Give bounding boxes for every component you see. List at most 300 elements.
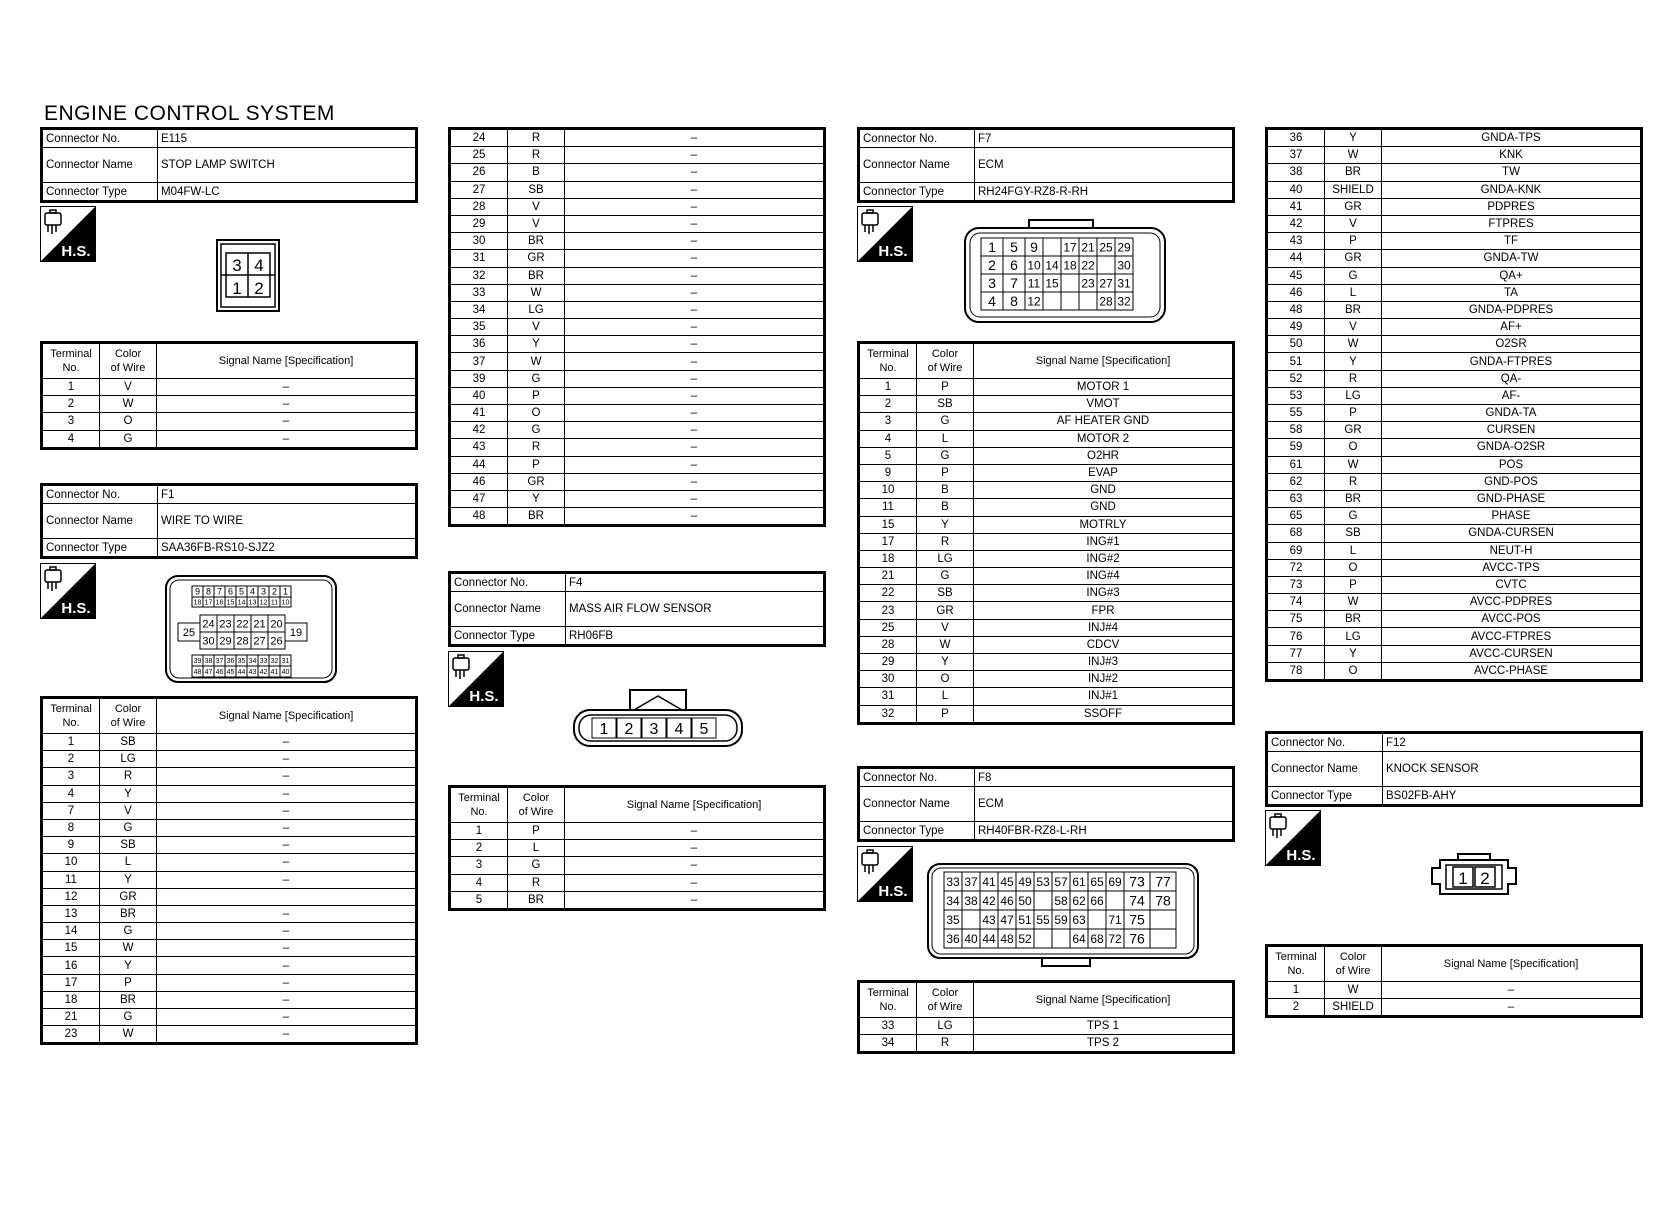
pin-label: 12 xyxy=(259,599,268,607)
terminal-no-cell: 2 xyxy=(43,396,100,413)
signal-name-cell: – xyxy=(1382,999,1641,1016)
signal-name-cell: TF xyxy=(1382,233,1641,250)
connector-info-f12 xyxy=(1265,731,1643,807)
pin-label: 62 xyxy=(1072,893,1086,908)
pin-label: 31 xyxy=(281,658,290,666)
signal-name-cell: – xyxy=(157,413,416,430)
label-connector-no: Connector No. xyxy=(860,769,975,787)
terminal-no-cell: 27 xyxy=(451,181,508,198)
wire-color-cell: P xyxy=(1325,576,1382,593)
pin-table-f12 xyxy=(1265,944,1643,1018)
terminal-no-cell: 48 xyxy=(1268,301,1325,318)
table-row xyxy=(451,840,824,857)
label-connector-no: Connector No. xyxy=(43,130,158,148)
pin-label: 2 xyxy=(988,257,996,274)
pin-label: 36 xyxy=(226,658,235,666)
pin-label: 53 xyxy=(1036,874,1050,889)
wire-color-cell: LG xyxy=(917,550,974,567)
signal-name-cell: GNDA-CURSEN xyxy=(1382,525,1641,542)
pin-label: 15 xyxy=(1045,276,1059,291)
signal-name-cell: – xyxy=(565,147,824,164)
signal-name-cell: AVCC-POS xyxy=(1382,611,1641,628)
wire-color-cell: GR xyxy=(917,602,974,619)
signal-name-cell: TPS 2 xyxy=(974,1035,1233,1052)
pin-label: 47 xyxy=(204,669,213,677)
wire-color-cell: G xyxy=(1325,267,1382,284)
signal-name-cell: – xyxy=(565,164,824,181)
wire-color-cell: W xyxy=(917,636,974,653)
table-row xyxy=(860,413,1233,430)
signal-name-cell: – xyxy=(565,823,824,840)
signal-name-cell: GNDA-PDPRES xyxy=(1382,301,1641,318)
wire-color-cell: P xyxy=(100,974,157,991)
signal-name-cell: NEUT-H xyxy=(1382,542,1641,559)
terminal-no-cell: 21 xyxy=(860,568,917,585)
hs-badge-icon xyxy=(40,206,96,262)
pin-label: 25 xyxy=(182,626,196,639)
table-header-row xyxy=(860,344,1233,379)
table-row xyxy=(451,164,824,181)
table-row xyxy=(860,430,1233,447)
pin-label: 27 xyxy=(253,635,266,648)
header-signal-name: Signal Name [Specification] xyxy=(974,983,1233,1018)
signal-name-cell: – xyxy=(565,473,824,490)
terminal-no-cell: 4 xyxy=(860,430,917,447)
label-connector-type: Connector Type xyxy=(43,183,158,201)
wire-color-cell: BR xyxy=(1325,164,1382,181)
signal-name-cell: – xyxy=(565,456,824,473)
pin-label: 55 xyxy=(1036,912,1050,927)
wire-color-cell: L xyxy=(508,840,565,857)
table-row xyxy=(43,923,416,940)
pin-label: 22 xyxy=(1081,258,1095,273)
connector-no-value: E115 xyxy=(158,130,416,148)
pin-label: 5 xyxy=(238,586,245,597)
pin-label: 1 xyxy=(988,239,996,256)
terminal-no-cell: 17 xyxy=(860,533,917,550)
pin-label: 12 xyxy=(1027,294,1041,309)
signal-name-cell: GNDA-O2SR xyxy=(1382,439,1641,456)
terminal-no-cell: 46 xyxy=(451,473,508,490)
connector-type-value: RH24FGY-RZ8-R-RH xyxy=(975,183,1233,201)
signal-name-cell: INJ#3 xyxy=(974,654,1233,671)
table-row xyxy=(860,1018,1233,1035)
wire-color-cell: W xyxy=(100,940,157,957)
signal-name-cell: – xyxy=(565,387,824,404)
terminal-no-cell: 43 xyxy=(1268,233,1325,250)
table-row xyxy=(1268,439,1641,456)
terminal-no-cell: 1 xyxy=(43,379,100,396)
header-color-of-wire: Color of Wire xyxy=(1325,947,1382,982)
label-connector-name: Connector Name xyxy=(860,787,975,822)
wire-color-cell: G xyxy=(100,430,157,447)
pin-label: 50 xyxy=(1018,893,1032,908)
wire-color-cell: W xyxy=(100,1026,157,1043)
pin-label: 29 xyxy=(1117,240,1131,255)
terminal-no-cell: 2 xyxy=(451,840,508,857)
table-row xyxy=(451,490,824,507)
wire-color-cell: G xyxy=(1325,508,1382,525)
terminal-no-cell: 42 xyxy=(1268,215,1325,232)
connector-no-value: F4 xyxy=(566,574,824,592)
wire-color-cell: R xyxy=(917,533,974,550)
wire-color-cell: GR xyxy=(508,473,565,490)
wire-color-cell: P xyxy=(917,379,974,396)
table-row xyxy=(1268,611,1641,628)
table-row xyxy=(43,991,416,1008)
terminal-no-cell: 47 xyxy=(451,490,508,507)
wire-color-cell: W xyxy=(1325,982,1382,999)
pin-label: 6 xyxy=(227,586,234,597)
pin-label: 27 xyxy=(1099,276,1113,291)
connector-info-e115 xyxy=(40,127,418,203)
wire-color-cell: BR xyxy=(100,905,157,922)
table-row xyxy=(860,1035,1233,1052)
signal-name-cell: VMOT xyxy=(974,396,1233,413)
wire-color-cell: R xyxy=(508,874,565,891)
signal-name-cell: – xyxy=(157,940,416,957)
label-connector-no: Connector No. xyxy=(43,486,158,504)
pin-label: 43 xyxy=(982,912,996,927)
terminal-no-cell: 31 xyxy=(451,250,508,267)
signal-name-cell: AF HEATER GND xyxy=(974,413,1233,430)
signal-name-cell: CDCV xyxy=(974,636,1233,653)
table-row xyxy=(43,379,416,396)
signal-name-cell: – xyxy=(565,181,824,198)
terminal-no-cell: 62 xyxy=(1268,473,1325,490)
signal-name-cell: CVTC xyxy=(1382,576,1641,593)
table-row xyxy=(1268,594,1641,611)
terminal-no-cell: 23 xyxy=(860,602,917,619)
signal-name-cell: AVCC-CURSEN xyxy=(1382,645,1641,662)
header-terminal-no: Terminal No. xyxy=(1268,947,1325,982)
pin-label: 32 xyxy=(1117,294,1131,309)
pin-label: 1 xyxy=(232,279,242,298)
terminal-no-cell: 26 xyxy=(451,164,508,181)
terminal-no-cell: 34 xyxy=(860,1035,917,1052)
pin-label: 1 xyxy=(282,586,289,597)
pin-label: 74 xyxy=(1129,892,1145,909)
wire-color-cell: G xyxy=(917,568,974,585)
connector-no-value: F8 xyxy=(975,769,1233,787)
table-row xyxy=(43,785,416,802)
label-connector-name: Connector Name xyxy=(860,148,975,183)
wire-color-cell: G xyxy=(917,413,974,430)
signal-name-cell: – xyxy=(565,353,824,370)
terminal-no-cell: 3 xyxy=(860,413,917,430)
pin-label: 38 xyxy=(964,893,978,908)
table-row xyxy=(43,751,416,768)
table-row xyxy=(860,447,1233,464)
terminal-no-cell: 11 xyxy=(43,871,100,888)
terminal-no-cell: 30 xyxy=(451,233,508,250)
signal-name-cell: – xyxy=(157,991,416,1008)
connector-info-f7 xyxy=(857,127,1235,203)
terminal-no-cell: 13 xyxy=(43,905,100,922)
signal-name-cell xyxy=(157,888,416,905)
pin-label: 14 xyxy=(1045,258,1059,273)
connector-info-f1 xyxy=(40,483,418,559)
connector-type-value: RH06FB xyxy=(566,627,824,645)
pin-label: 38 xyxy=(204,658,213,666)
table-row xyxy=(451,405,824,422)
pin-label: 47 xyxy=(1000,912,1014,927)
table-row xyxy=(1268,301,1641,318)
signal-name-cell: – xyxy=(565,336,824,353)
pin-label: 4 xyxy=(254,256,264,275)
terminal-no-cell: 40 xyxy=(1268,181,1325,198)
signal-name-cell: SSOFF xyxy=(974,705,1233,722)
pin-label: 73 xyxy=(1129,873,1145,890)
pin-table-f1-continued xyxy=(448,127,826,527)
signal-name-cell: ING#1 xyxy=(974,533,1233,550)
hs-badge-label: H.S. xyxy=(878,883,908,900)
table-row xyxy=(860,516,1233,533)
connector-info-f8 xyxy=(857,766,1235,842)
signal-name-cell: – xyxy=(565,508,824,525)
terminal-no-cell: 39 xyxy=(451,370,508,387)
signal-name-cell: GNDA-TA xyxy=(1382,405,1641,422)
signal-name-cell: – xyxy=(565,422,824,439)
pin-label: 3 xyxy=(988,275,996,292)
wire-color-cell: Y xyxy=(100,871,157,888)
signal-name-cell: AVCC-PDPRES xyxy=(1382,594,1641,611)
signal-name-cell: GNDA-FTPRES xyxy=(1382,353,1641,370)
pin-label: 2 xyxy=(1480,869,1490,888)
table-row xyxy=(451,370,824,387)
signal-name-cell: MOTOR 2 xyxy=(974,430,1233,447)
terminal-no-cell: 25 xyxy=(860,619,917,636)
table-row xyxy=(1268,387,1641,404)
wire-color-cell: L xyxy=(1325,284,1382,301)
wire-color-cell: SB xyxy=(917,585,974,602)
table-row xyxy=(451,353,824,370)
terminal-no-cell: 2 xyxy=(43,751,100,768)
table-row xyxy=(1268,422,1641,439)
wire-color-cell: V xyxy=(508,198,565,215)
pin-label: 4 xyxy=(674,720,684,738)
signal-name-cell: – xyxy=(565,233,824,250)
wire-color-cell: G xyxy=(508,422,565,439)
wire-color-cell: SB xyxy=(508,181,565,198)
wire-color-cell: GR xyxy=(100,888,157,905)
pin-label: 63 xyxy=(1072,912,1086,927)
signal-name-cell: – xyxy=(157,871,416,888)
terminal-no-cell: 18 xyxy=(43,991,100,1008)
signal-name-cell: CURSEN xyxy=(1382,422,1641,439)
terminal-no-cell: 35 xyxy=(451,319,508,336)
wire-color-cell: V xyxy=(508,319,565,336)
pin-label: 29 xyxy=(219,635,232,648)
table-row xyxy=(451,823,824,840)
wire-color-cell: LG xyxy=(508,301,565,318)
signal-name-cell: – xyxy=(565,857,824,874)
signal-name-cell: – xyxy=(565,319,824,336)
signal-name-cell: MOTRLY xyxy=(974,516,1233,533)
table-row xyxy=(1268,405,1641,422)
table-row xyxy=(1268,336,1641,353)
terminal-no-cell: 3 xyxy=(43,413,100,430)
pin-label: 66 xyxy=(1090,893,1104,908)
signal-name-cell: – xyxy=(157,905,416,922)
wire-color-cell: L xyxy=(100,854,157,871)
connector-name-value: ECM xyxy=(975,787,1233,822)
wire-color-cell: Y xyxy=(100,785,157,802)
table-row xyxy=(43,957,416,974)
pin-label: 21 xyxy=(253,618,266,631)
pin-label: 40 xyxy=(964,931,978,946)
terminal-no-cell: 37 xyxy=(1268,147,1325,164)
wire-color-cell: G xyxy=(508,370,565,387)
table-row xyxy=(43,396,416,413)
wire-color-cell: GR xyxy=(1325,422,1382,439)
pin-label: 69 xyxy=(1108,874,1122,889)
pin-label: 23 xyxy=(1081,276,1095,291)
table-row xyxy=(451,198,824,215)
wire-color-cell: Y xyxy=(917,516,974,533)
signal-name-cell: – xyxy=(157,751,416,768)
pin-label: 2 xyxy=(271,586,278,597)
table-header-row xyxy=(43,699,416,734)
signal-name-cell: – xyxy=(157,379,416,396)
header-terminal-no: Terminal No. xyxy=(860,344,917,379)
terminal-no-cell: 73 xyxy=(1268,576,1325,593)
terminal-no-cell: 4 xyxy=(43,785,100,802)
signal-name-cell: – xyxy=(565,405,824,422)
wire-color-cell: R xyxy=(508,130,565,147)
pin-label: 77 xyxy=(1155,873,1171,890)
wire-color-cell: Y xyxy=(100,957,157,974)
signal-name-cell: GND xyxy=(974,499,1233,516)
wire-color-cell: L xyxy=(917,688,974,705)
table-row xyxy=(451,508,824,525)
label-connector-type: Connector Type xyxy=(1268,787,1383,805)
wire-color-cell: G xyxy=(100,923,157,940)
table-row xyxy=(451,857,824,874)
terminal-no-cell: 68 xyxy=(1268,525,1325,542)
pin-label: 2 xyxy=(254,279,264,298)
table-row xyxy=(43,905,416,922)
terminal-no-cell: 72 xyxy=(1268,559,1325,576)
table-row xyxy=(451,473,824,490)
terminal-no-cell: 5 xyxy=(860,447,917,464)
table-row xyxy=(451,456,824,473)
wire-color-cell: P xyxy=(508,456,565,473)
wire-color-cell: W xyxy=(1325,594,1382,611)
label-connector-type: Connector Type xyxy=(860,822,975,840)
signal-name-cell: – xyxy=(565,284,824,301)
pin-label: 57 xyxy=(1054,874,1068,889)
wire-color-cell: SHIELD xyxy=(1325,999,1382,1016)
wire-color-cell: V xyxy=(1325,319,1382,336)
signal-name-cell: AF+ xyxy=(1382,319,1641,336)
wire-color-cell: BR xyxy=(1325,301,1382,318)
signal-name-cell: – xyxy=(565,840,824,857)
wire-color-cell: R xyxy=(508,147,565,164)
hs-badge-icon xyxy=(857,206,913,262)
label-connector-name: Connector Name xyxy=(43,504,158,539)
terminal-no-cell: 4 xyxy=(451,874,508,891)
pin-label: 34 xyxy=(248,658,257,666)
table-row xyxy=(860,396,1233,413)
table-row xyxy=(860,379,1233,396)
header-terminal-no: Terminal No. xyxy=(43,344,100,379)
pin-label: 2 xyxy=(624,720,634,738)
terminal-no-cell: 10 xyxy=(43,854,100,871)
table-row xyxy=(860,568,1233,585)
label-connector-no: Connector No. xyxy=(1268,734,1383,752)
terminal-no-cell: 1 xyxy=(860,379,917,396)
pin-label: 3 xyxy=(232,256,242,275)
pin-label: 28 xyxy=(1099,294,1113,309)
table-row xyxy=(451,439,824,456)
wire-color-cell: V xyxy=(100,802,157,819)
table-row xyxy=(43,871,416,888)
terminal-no-cell: 52 xyxy=(1268,370,1325,387)
table-row xyxy=(1268,628,1641,645)
signal-name-cell: PHASE xyxy=(1382,508,1641,525)
terminal-no-cell: 38 xyxy=(1268,164,1325,181)
signal-name-cell: – xyxy=(157,957,416,974)
signal-name-cell: – xyxy=(157,734,416,751)
pin-label: 30 xyxy=(1117,258,1131,273)
table-row xyxy=(1268,319,1641,336)
wire-color-cell: R xyxy=(508,439,565,456)
terminal-no-cell: 10 xyxy=(860,482,917,499)
table-row xyxy=(43,802,416,819)
hs-badge-label: H.S. xyxy=(878,243,908,260)
table-row xyxy=(451,387,824,404)
signal-name-cell: – xyxy=(157,802,416,819)
pin-label: 4 xyxy=(249,586,256,597)
terminal-no-cell: 51 xyxy=(1268,353,1325,370)
wire-color-cell: SHIELD xyxy=(1325,181,1382,198)
wire-color-cell: BR xyxy=(508,233,565,250)
wire-color-cell: R xyxy=(100,768,157,785)
terminal-no-cell: 9 xyxy=(43,837,100,854)
wire-color-cell: Y xyxy=(508,336,565,353)
wire-color-cell: B xyxy=(917,482,974,499)
wire-color-cell: BR xyxy=(508,508,565,525)
label-connector-type: Connector Type xyxy=(43,539,158,557)
table-header-row xyxy=(43,344,416,379)
terminal-no-cell: 44 xyxy=(1268,250,1325,267)
terminal-no-cell: 50 xyxy=(1268,336,1325,353)
pin-label: 26 xyxy=(270,635,283,648)
wire-color-cell: W xyxy=(1325,456,1382,473)
signal-name-cell: – xyxy=(565,250,824,267)
signal-name-cell: GNDA-TPS xyxy=(1382,130,1641,147)
table-row xyxy=(43,430,416,447)
pin-label: 10 xyxy=(281,599,290,607)
table-row xyxy=(1268,490,1641,507)
terminal-no-cell: 43 xyxy=(451,439,508,456)
pin-table-f8-continued xyxy=(1265,127,1643,682)
signal-name-cell: – xyxy=(565,439,824,456)
wire-color-cell: V xyxy=(1325,215,1382,232)
terminal-no-cell: 37 xyxy=(451,353,508,370)
signal-name-cell: AF- xyxy=(1382,387,1641,404)
terminal-no-cell: 45 xyxy=(1268,267,1325,284)
table-row xyxy=(1268,250,1641,267)
signal-name-cell: PDPRES xyxy=(1382,198,1641,215)
pin-label: 64 xyxy=(1072,931,1086,946)
table-row xyxy=(451,422,824,439)
pin-label: 18 xyxy=(1063,258,1077,273)
table-row xyxy=(1268,508,1641,525)
terminal-no-cell: 8 xyxy=(43,819,100,836)
terminal-no-cell: 75 xyxy=(1268,611,1325,628)
